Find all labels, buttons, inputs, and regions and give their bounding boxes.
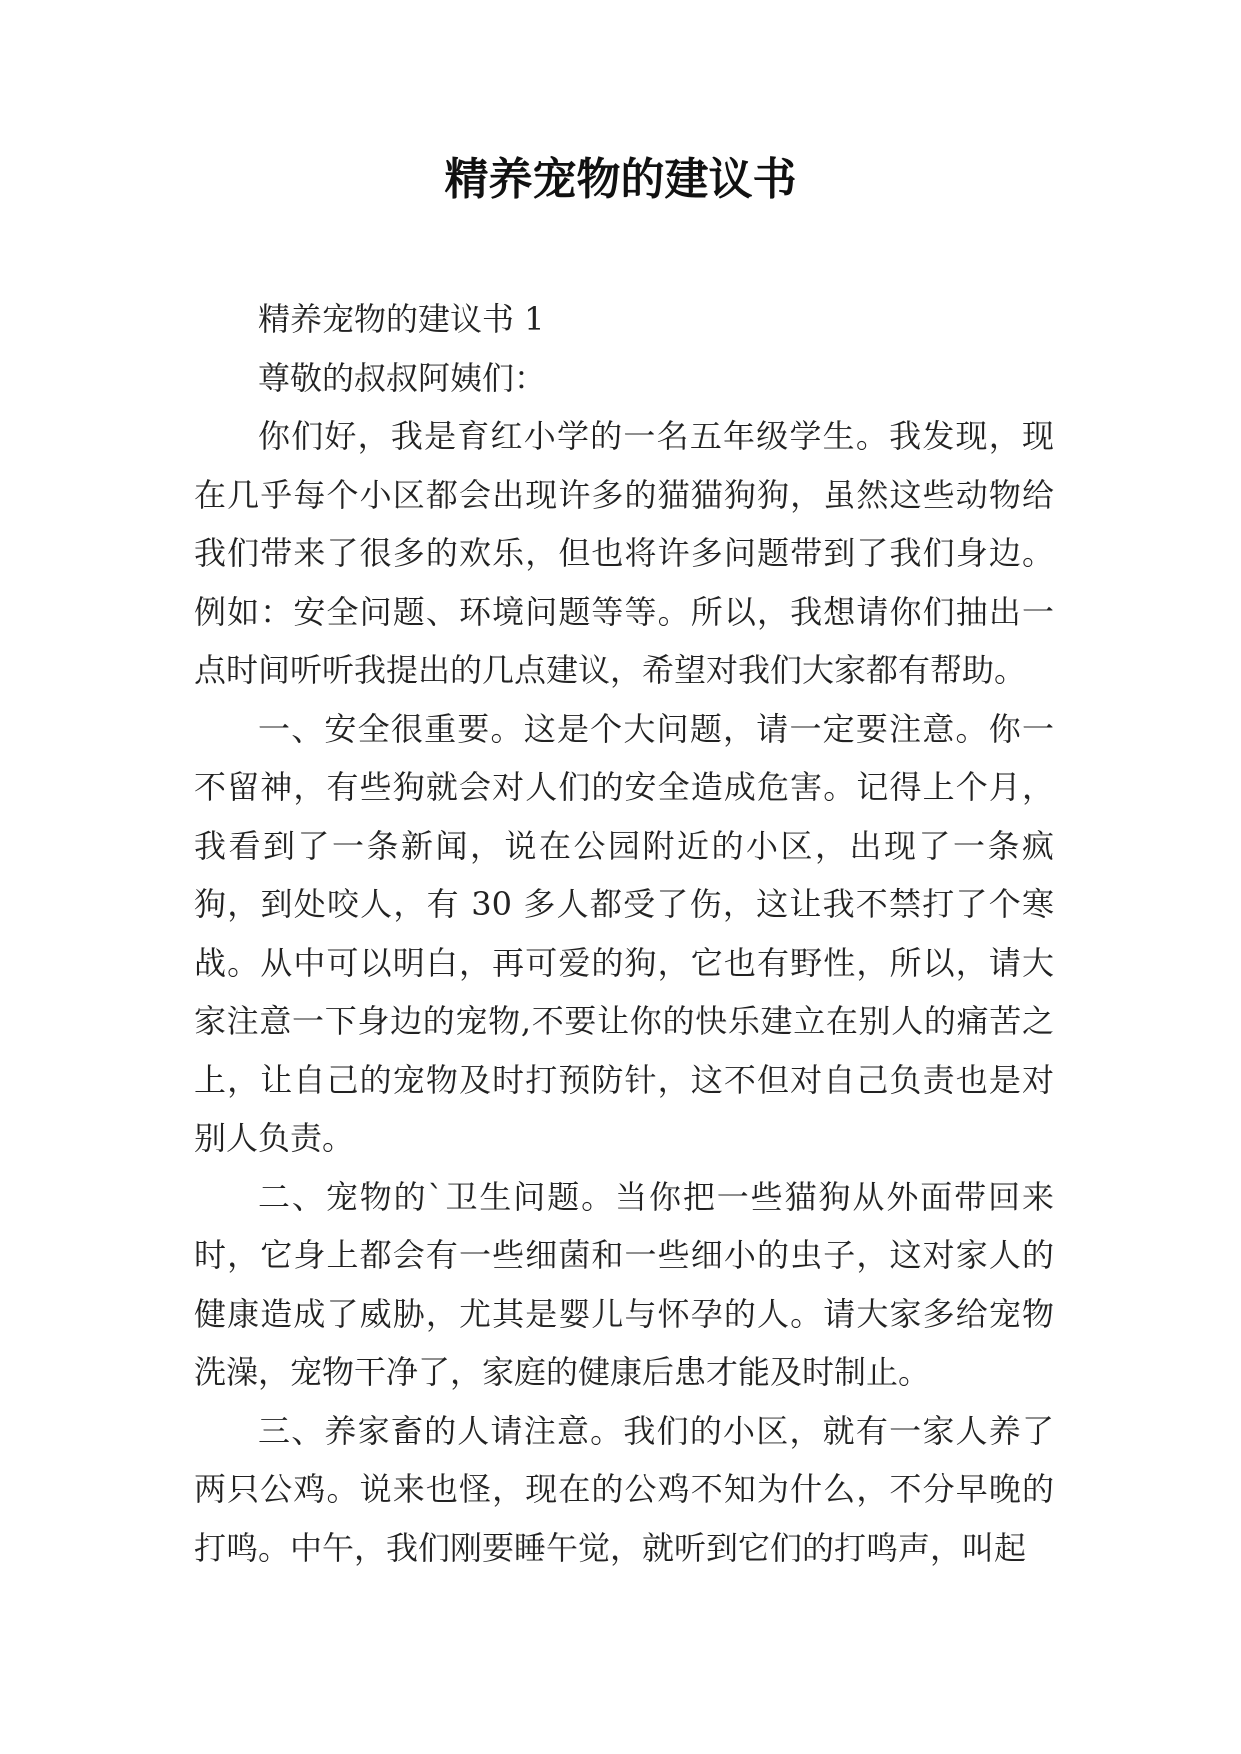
document-body — [194, 290, 1054, 1577]
subtitle-paragraph: 精养宠物的建议书 1 — [258, 300, 545, 338]
safety-paragraph: 一、安全很重要。这是个大问题，请一定要注意。你一不留神，有些狗就会对人们的安全造成危害。记得上个月，我看到了一条新闻，说在公园附近的小区，出现了一条疯狗，到处咬人，有 30 多人都受了伤，这让我不禁打了个寒战。从中可以明白，再可爱的狗，它也有野性，所以，请大家注意一下身边的宠物,不要让你的快乐建立在别人的痛苦之上，让自己的宠物及时打预防针，这不但对自己负责也是对别人负责。 — [194, 709, 1054, 1157]
document-title: 精养宠物的建议书 — [444, 154, 797, 205]
salutation-paragraph: 尊敬的叔叔阿姨们： — [258, 358, 547, 397]
livestock-paragraph: 三、养家畜的人请注意。我们的小区，就有一家人养了两只公鸡。说来也怪，现在的公鸡不知为什么，不分早晚的打鸣。中午，我们刚要睡午觉，就听到它们的打鸣声，叫起 — [194, 1411, 1054, 1567]
intro-paragraph: 你们好，我是育红小学的一名五年级学生。我发现，现在几乎每个小区都会出现许多的猫猫狗狗，虽然这些动物给我们带来了很多的欢乐，但也将许多问题带到了我们身边。例如：安全问题、环境问题等等。所以，我想请你们抽出一点时间听听我提出的几点建议，希望对我们大家都有帮助。 — [194, 417, 1054, 689]
hygiene-paragraph: 二、宠物的`卫生问题。当你把一些猫狗从外面带回来时，它身上都会有一些细菌和一些细小的虫子，这对家人的健康造成了威胁，尤其是婴儿与怀孕的人。请大家多给宠物洗澡，宠物干净了，家庭的健康后患才能及时制止。 — [194, 1177, 1054, 1391]
